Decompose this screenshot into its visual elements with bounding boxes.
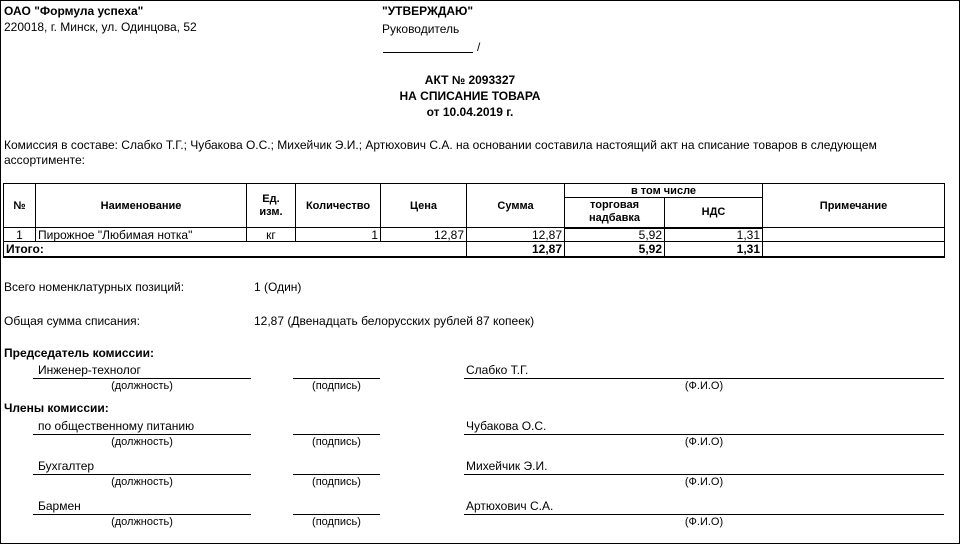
header-vat: НДС xyxy=(665,198,763,228)
header-unit: Ед. изм. xyxy=(247,184,296,228)
total-markup: 5,92 xyxy=(565,242,665,257)
member-3-fio: Артюхович С.А. xyxy=(466,499,554,513)
row-price: 12,87 xyxy=(381,228,467,242)
commission-text-line-1: Комиссия в составе: Слабко Т.Г.; Чубакова О.С.; Михейчик Э.И.; Артюхович С.А. на основании составила настоящий акт на списание товаров в следующем xyxy=(4,138,877,152)
caption-fio: (Ф.И.О) xyxy=(684,516,724,528)
caption-sign: (подпись) xyxy=(312,436,361,448)
caption-position: (должность) xyxy=(111,436,173,448)
org-name: ОАО "Формула успеха" xyxy=(4,4,144,18)
chair-fio: Слабко Т.Г. xyxy=(466,363,529,377)
total-note xyxy=(763,242,945,257)
table-total-row xyxy=(4,242,945,257)
caption-sign: (подпись) xyxy=(312,380,361,392)
table-row xyxy=(4,228,945,242)
chair-heading: Председатель комиссии: xyxy=(4,346,154,360)
goods-table xyxy=(3,183,945,258)
row-note xyxy=(763,228,945,242)
row-qty: 1 xyxy=(296,228,381,242)
header-num: № xyxy=(4,184,36,228)
positions-label: Всего номенклатурных позиций: xyxy=(4,280,185,294)
header-note: Примечание xyxy=(763,184,945,228)
member-1-position: по общественному питанию xyxy=(38,419,195,433)
positions-value: 1 (Один) xyxy=(254,280,302,294)
row-markup: 5,92 xyxy=(565,228,665,242)
members-heading: Члены комиссии: xyxy=(4,401,109,415)
caption-sign: (подпись) xyxy=(312,476,361,488)
caption-fio: (Ф.И.О) xyxy=(684,436,724,448)
row-unit: кг xyxy=(247,228,296,242)
row-name: Пирожное "Любимая нотка" xyxy=(36,228,247,242)
approve-sign-line xyxy=(383,52,473,53)
row-sum: 12,87 xyxy=(467,228,565,242)
caption-fio: (Ф.И.О) xyxy=(684,380,724,392)
amount-label: Общая сумма списания: xyxy=(4,314,140,328)
act-number: АКТ № 2093327 xyxy=(424,73,516,87)
member-2-fio: Михейчик Э.И. xyxy=(466,459,548,473)
header-price: Цена xyxy=(381,184,467,228)
act-subject: НА СПИСАНИЕ ТОВАРА xyxy=(399,89,541,103)
amount-value: 12,87 (Двенадцать белорусских рублей 87 копеек) xyxy=(254,314,535,328)
header-qty: Количество xyxy=(296,184,381,228)
header-including: в том числе xyxy=(565,184,763,198)
caption-sign: (подпись) xyxy=(312,516,361,528)
header-name: Наименование xyxy=(36,184,247,228)
header-sum: Сумма xyxy=(467,184,565,228)
table-header-row-1 xyxy=(4,184,945,198)
row-vat: 1,31 xyxy=(665,228,763,242)
member-1-fio: Чубакова О.С. xyxy=(466,419,547,433)
approve-title: "УТВЕРЖДАЮ" xyxy=(382,4,474,18)
total-label: Итого: xyxy=(4,242,467,257)
row-num: 1 xyxy=(4,228,36,242)
member-2-position: Бухгалтер xyxy=(38,459,95,473)
caption-position: (должность) xyxy=(111,380,173,392)
commission-text-line-2: ассортименте: xyxy=(4,153,86,167)
approve-role: Руководитель xyxy=(382,22,460,36)
total-vat: 1,31 xyxy=(665,242,763,257)
caption-position: (должность) xyxy=(111,516,173,528)
caption-fio: (Ф.И.О) xyxy=(684,476,724,488)
org-address: 220018, г. Минск, ул. Одинцова, 52 xyxy=(4,20,197,34)
header-markup: торговая надбавка xyxy=(565,198,665,228)
member-3-position: Бармен xyxy=(38,499,81,513)
caption-position: (должность) xyxy=(111,476,173,488)
approve-sign-slash: / xyxy=(477,40,481,54)
chair-position: Инженер-технолог xyxy=(38,363,141,377)
act-date: от 10.04.2019 г. xyxy=(426,105,514,119)
total-sum: 12,87 xyxy=(467,242,565,257)
